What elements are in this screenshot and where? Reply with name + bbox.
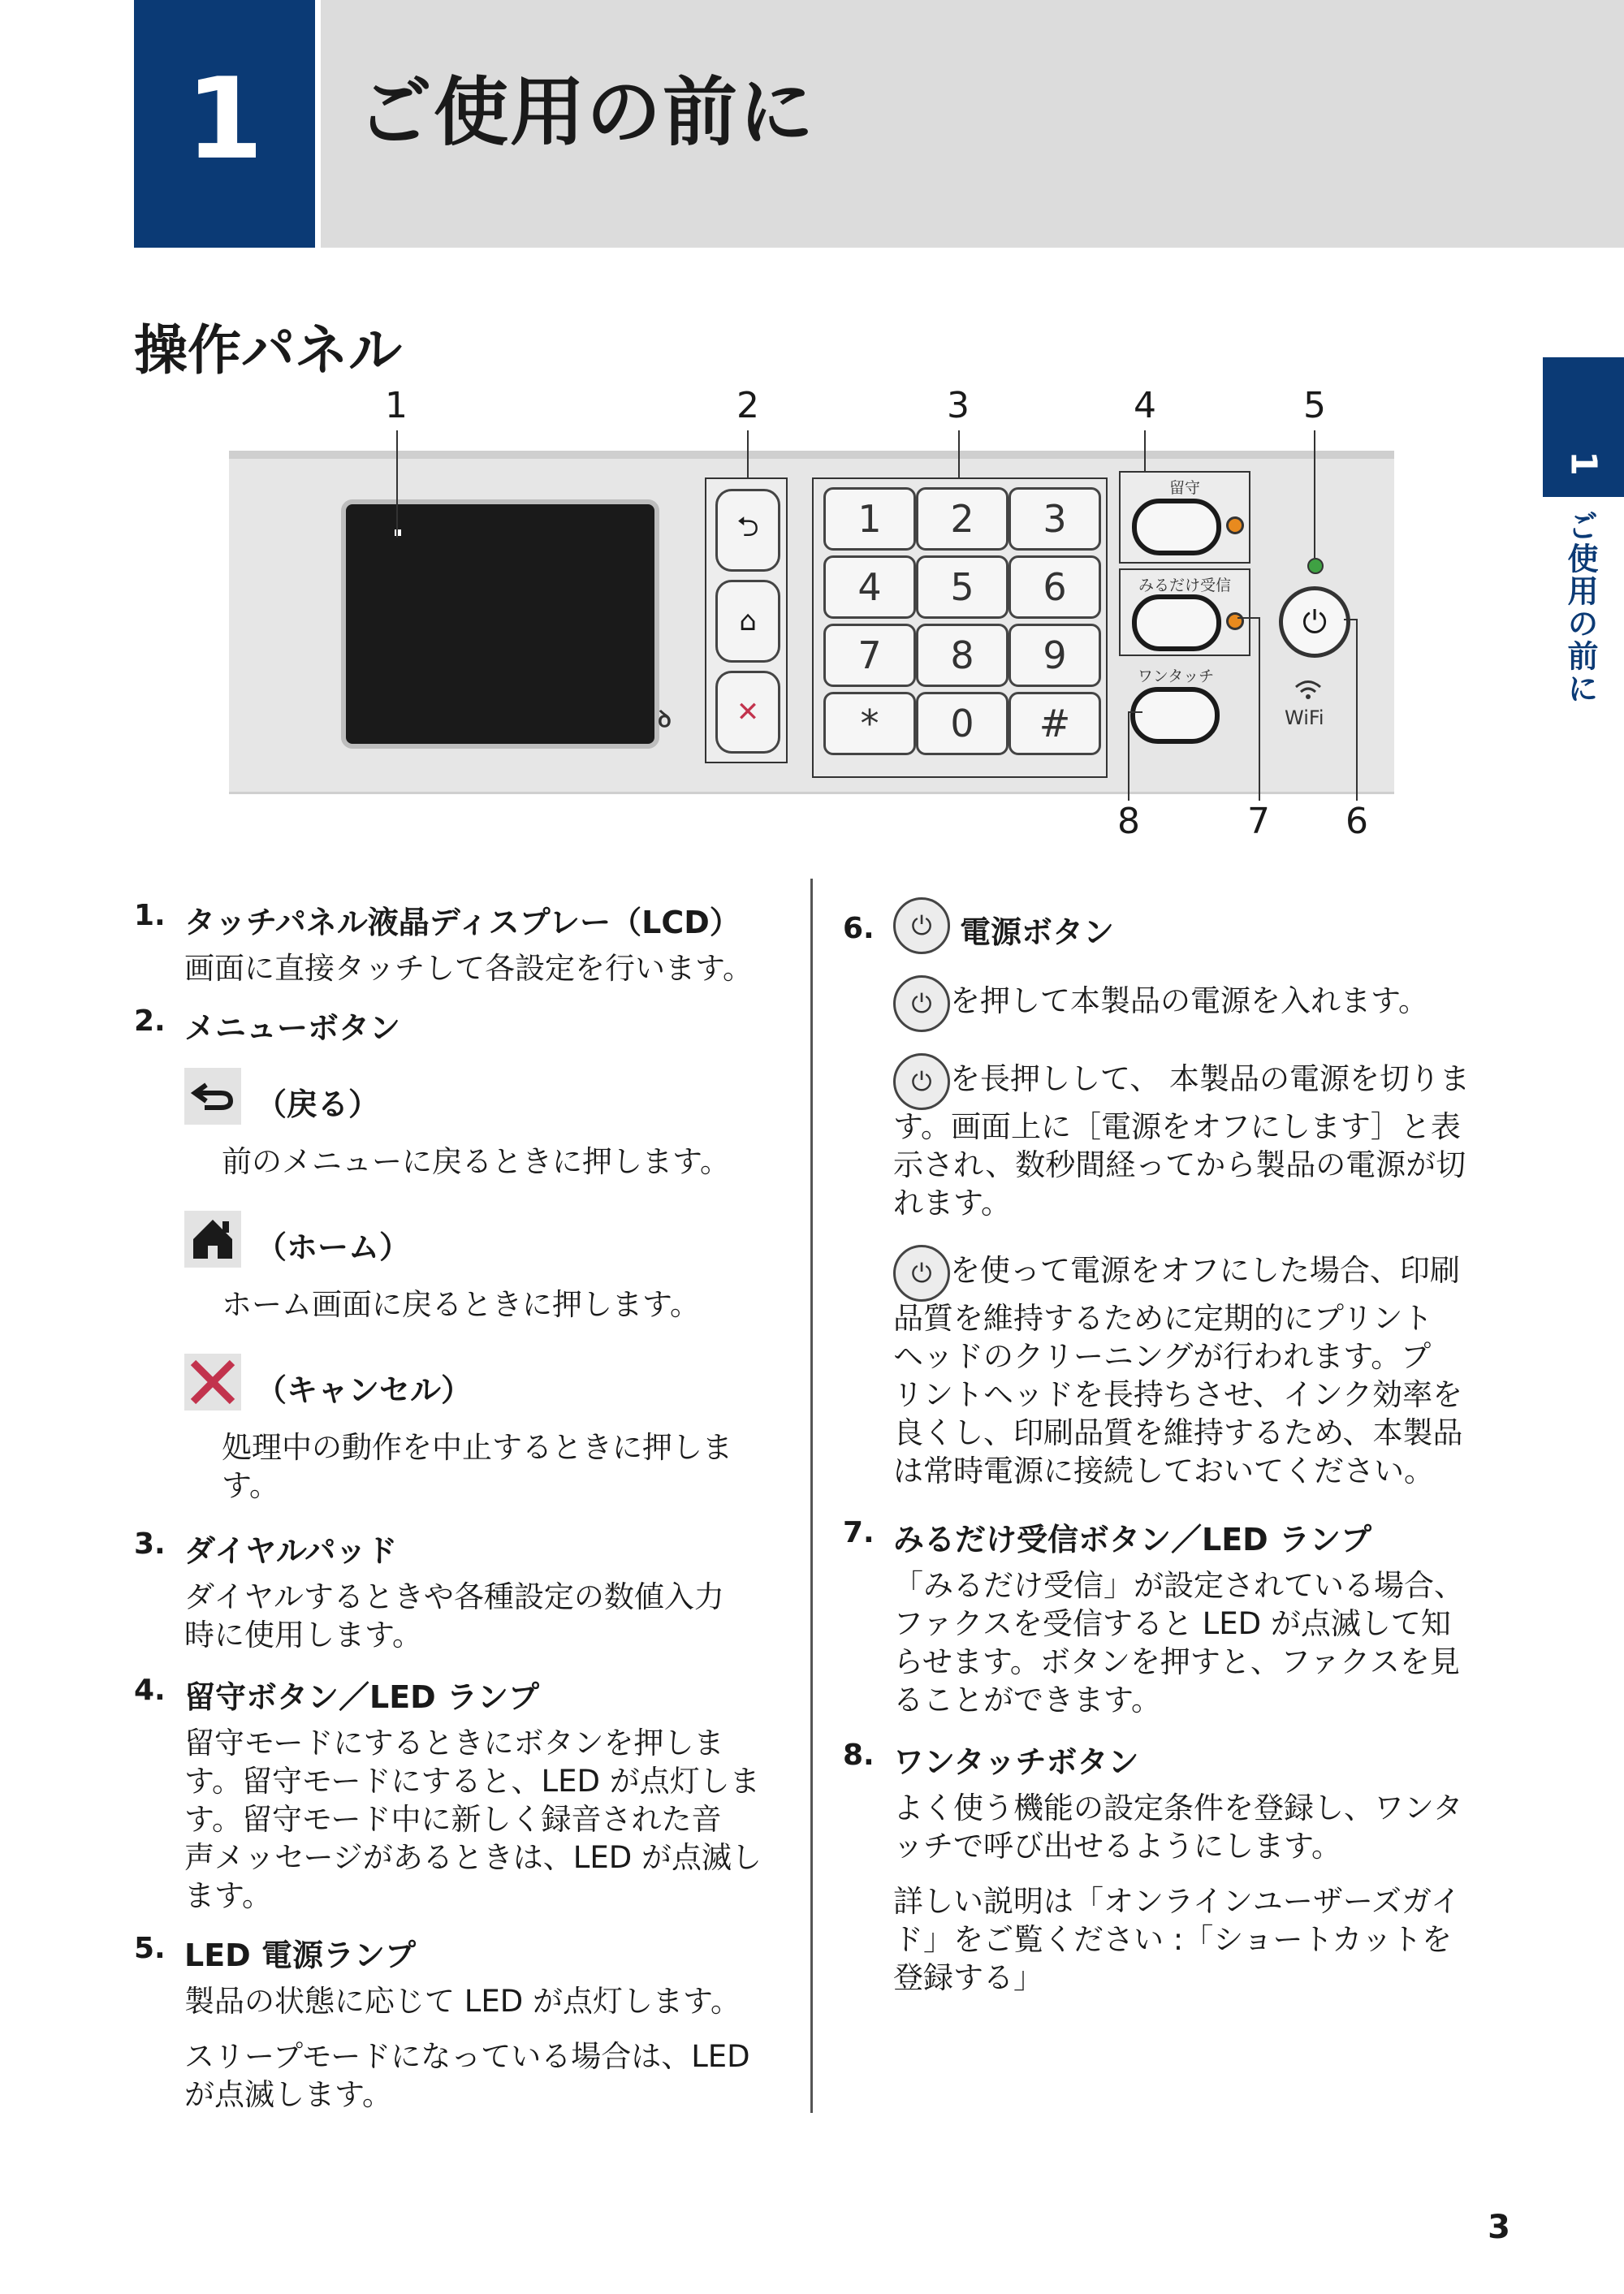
cancel-description-line-2: す。 (222, 1468, 280, 1503)
leader-line (1144, 430, 1146, 471)
callout-7: 7 (1247, 801, 1270, 842)
power-icon: ⏻ (893, 1245, 950, 1302)
dial-pad (812, 477, 1108, 778)
item-6-para-3-line-3: ヘッドのクリーニングが行われます。プ (893, 1339, 1432, 1374)
section-title: 操作パネル (134, 319, 402, 382)
wifi-label: WiFi (1285, 706, 1324, 729)
key-8[interactable]: 8 (916, 624, 1009, 687)
item-7-line-1: 「みるだけ受信」が設定されている場合、 (893, 1568, 1464, 1603)
leader-line (1344, 619, 1358, 620)
key-star[interactable]: * (823, 692, 916, 755)
item-6-para-3-line-6: は常時電源に接続しておいてください。 (893, 1454, 1434, 1488)
item-2-number: 2. (134, 1004, 166, 1038)
item-7-title: みるだけ受信ボタン／LED ランプ (893, 1522, 1371, 1557)
onetouch-button[interactable] (1130, 687, 1220, 744)
item-4-line-4: 声メッセージがあるときは、LED が点滅し (184, 1840, 762, 1875)
item-3-title: ダイヤルパッド (184, 1533, 398, 1569)
power-icon: ⏻ (893, 897, 950, 954)
item-6-para-2-line-3: 示され、数秒間経ってから製品の電源が切 (893, 1147, 1466, 1182)
leader-line (1128, 711, 1129, 801)
rusu-led (1226, 516, 1244, 534)
item-6-para-3-line-2: 品質を維持するために定期的にプリント (893, 1301, 1433, 1336)
home-label: （ホーム） (256, 1229, 411, 1265)
rusu-button[interactable] (1132, 499, 1221, 555)
callout-2: 2 (736, 385, 759, 426)
power-icon: ⏻ (1302, 603, 1328, 640)
item-5-line-2: スリープモードになっている場合は、LED (184, 2039, 750, 2074)
callout-5: 5 (1303, 385, 1326, 426)
item-1-title: タッチパネル液晶ディスプレー（LCD） (184, 905, 741, 940)
key-2[interactable]: 2 (916, 487, 1009, 551)
item-3-line-1: ダイヤルするときや各種設定の数値入力 (184, 1579, 724, 1614)
onetouch-label: ワンタッチ (1137, 667, 1215, 685)
chapter-number: 1 (185, 54, 264, 184)
item-6-para-2-line-1: を長押しして、 本製品の電源を切りま (950, 1061, 1471, 1096)
leader-line (396, 430, 398, 538)
item-8-title: ワンタッチボタン (893, 1744, 1139, 1780)
callout-1: 1 (385, 385, 408, 426)
item-6-para-1: を押して本製品の電源を入れます。 (950, 983, 1429, 1018)
callout-8: 8 (1117, 801, 1140, 842)
power-led (1307, 558, 1324, 574)
home-icon (184, 1211, 241, 1268)
item-4-line-2: す。留守モードにすると、LED が点灯しま (184, 1764, 760, 1799)
back-label: （戻る） (256, 1087, 380, 1122)
side-tab-number: 1 (1562, 451, 1605, 476)
item-7-line-4: ることができます。 (893, 1683, 1162, 1717)
cancel-description-line-1: 処理中の動作を中止するときに押しま (222, 1430, 732, 1465)
lcd-screen (341, 499, 659, 749)
rusu-group (1119, 471, 1250, 564)
key-1[interactable]: 1 (823, 487, 916, 551)
item-6-para-3-line-1: を使って電源をオフにした場合、印刷 (950, 1253, 1460, 1288)
item-7-number: 7. (843, 1516, 875, 1549)
item-7-line-2: ファクスを受信すると LED が点滅して知 (893, 1606, 1451, 1641)
item-8-line-1: よく使う機能の設定条件を登録し、ワンタ (893, 1791, 1463, 1825)
cancel-icon: ✕ (736, 696, 760, 728)
item-8-line-5: 登録する」 (893, 1960, 1043, 1995)
key-4[interactable]: 4 (823, 555, 916, 619)
item-5-line-1: 製品の状態に応じて LED が点灯します。 (184, 1984, 741, 2019)
item-5-title: LED 電源ランプ (184, 1938, 416, 1973)
callout-4: 4 (1134, 385, 1156, 426)
item-3-line-2: 時に使用します。 (184, 1618, 423, 1652)
item-6-title: 電源ボタン (960, 914, 1115, 950)
item-6-para-3-line-4: リントヘッドを長持ちさせ、インク効率を (893, 1377, 1463, 1412)
cancel-button[interactable] (715, 671, 780, 754)
column-divider (810, 879, 813, 2113)
leader-line (1259, 617, 1260, 801)
back-icon: ⮌ (736, 510, 759, 543)
callout-3: 3 (947, 385, 970, 426)
item-1-number: 1. (134, 899, 166, 932)
leader-line (958, 430, 960, 477)
key-3[interactable]: 3 (1009, 487, 1101, 551)
item-6-number: 6. (843, 912, 875, 945)
power-icon: ⏻ (893, 975, 950, 1032)
nfc-icon: ꝺ (658, 706, 672, 732)
mirudake-led (1226, 612, 1244, 630)
home-description: ホーム画面に戻るときに押します。 (222, 1287, 701, 1322)
item-3-number: 3. (134, 1527, 166, 1561)
callout-6: 6 (1345, 801, 1368, 842)
key-5[interactable]: 5 (916, 555, 1009, 619)
cancel-label: （キャンセル） (256, 1372, 473, 1408)
item-8-line-4: ド」をご覧ください :「ショートカットを (893, 1922, 1453, 1957)
rusu-label: 留守 (1168, 479, 1200, 497)
key-7[interactable]: 7 (823, 624, 916, 687)
wifi-icon (1294, 678, 1323, 707)
item-4-title: 留守ボタン／LED ランプ (184, 1679, 539, 1715)
item-2-title: メニューボタン (184, 1010, 401, 1046)
leader-line (1237, 617, 1260, 619)
cancel-icon (184, 1354, 241, 1411)
item-5-line-3: が点滅します。 (184, 2077, 393, 2112)
home-button[interactable] (715, 580, 780, 663)
item-5-number: 5. (134, 1932, 166, 1965)
power-icon: ⏻ (893, 1053, 950, 1110)
back-description: 前のメニューに戻るときに押します。 (222, 1144, 731, 1179)
chapter-title: ご使用の前に (357, 69, 816, 156)
mirudake-button[interactable] (1132, 594, 1221, 651)
item-6-para-3-line-5: 良くし、印刷品質を維持するため、本製品 (893, 1415, 1463, 1450)
key-9[interactable]: 9 (1009, 624, 1101, 687)
item-6-para-2-line-4: れます。 (893, 1186, 1012, 1220)
back-button[interactable] (715, 489, 780, 572)
item-1-text: 画面に直接タッチして各設定を行います。 (184, 951, 754, 986)
item-8-line-3: 詳しい説明は「オンラインユーザーズガイ (893, 1884, 1461, 1919)
item-4-line-1: 留守モードにするときにボタンを押しま (184, 1726, 724, 1760)
leader-line (1128, 711, 1142, 713)
leader-line (747, 430, 749, 477)
item-4-line-3: す。留守モード中に新しく録音された音 (184, 1802, 722, 1837)
key-0[interactable]: 0 (916, 692, 1009, 755)
leader-line (1356, 619, 1358, 801)
back-icon (184, 1068, 241, 1125)
mirudake-label: みるだけ受信 (1138, 577, 1231, 594)
item-6-para-2-line-2: す。画面上に［電源をオフにします］と表 (893, 1109, 1461, 1144)
home-icon: ⌂ (739, 605, 757, 637)
power-button[interactable] (1279, 586, 1350, 658)
page-number: 3 (1488, 2209, 1510, 2246)
item-4-number: 4. (134, 1674, 166, 1707)
item-8-line-2: ッチで呼び出せるようにします。 (893, 1829, 1342, 1864)
mirudake-group (1119, 568, 1250, 656)
leader-line (1314, 430, 1315, 558)
item-7-line-3: らせます。ボタンを押すと、ファクスを見 (893, 1644, 1460, 1679)
key-6[interactable]: 6 (1009, 555, 1101, 619)
side-tab-text: ご使用の前に (1562, 510, 1598, 705)
item-8-number: 8. (843, 1739, 875, 1772)
key-hash[interactable]: # (1009, 692, 1101, 755)
item-4-line-5: ます。 (184, 1878, 273, 1913)
menu-buttons-group (705, 477, 788, 763)
